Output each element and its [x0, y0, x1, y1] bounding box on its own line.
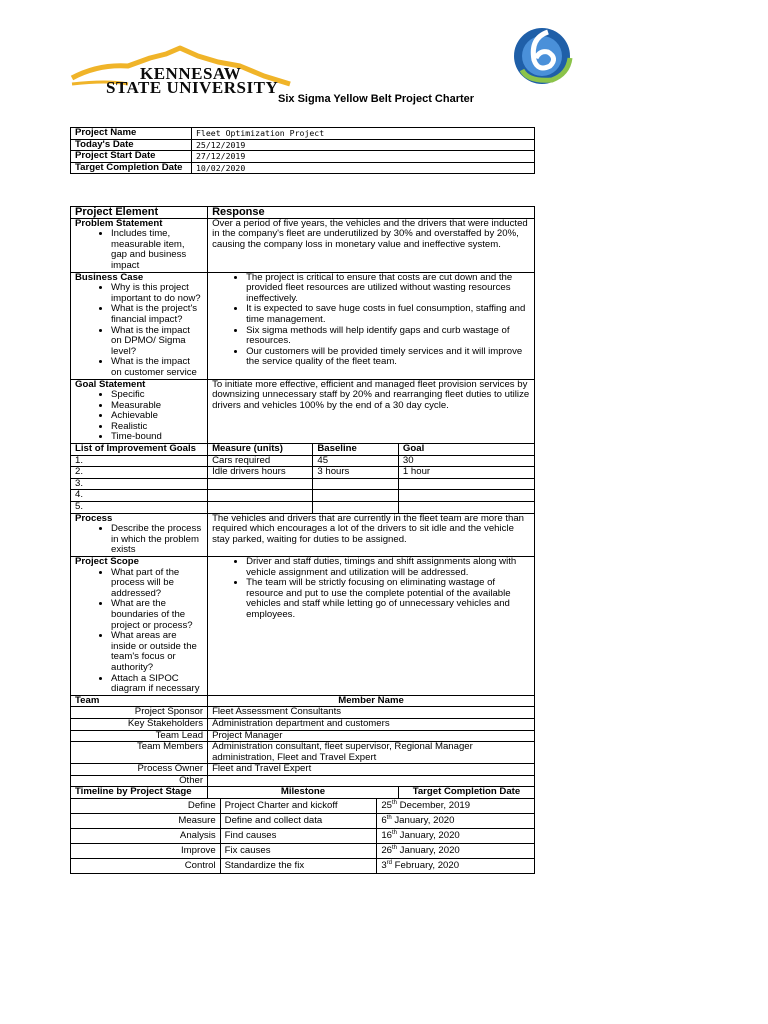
goal-statement-title: Goal Statement	[75, 378, 146, 390]
info-value: 10/02/2020	[192, 162, 535, 174]
info-row	[71, 162, 535, 174]
timeline-stage: Analysis	[71, 829, 221, 844]
improvement-measure	[208, 490, 313, 502]
team-member	[208, 775, 535, 787]
team-row	[71, 707, 535, 719]
scope-bullet: • What part of the process will be addressed?	[111, 568, 203, 600]
team-row	[71, 718, 535, 730]
timeline-date	[377, 829, 535, 844]
info-label: Today's Date	[71, 139, 192, 151]
improvement-row	[71, 502, 535, 514]
process-row	[71, 513, 535, 556]
project-scope-row	[71, 557, 535, 696]
scope-response-item: • Driver and staff duties, timings and shift assignments along with vehicle assignment and utilization will be addressed.	[246, 557, 530, 578]
problem-statement-row	[71, 218, 535, 272]
project-scope-response	[208, 557, 535, 696]
improvement-measure	[208, 478, 313, 490]
goal-header: Goal	[398, 444, 534, 456]
date-day: 25	[381, 799, 392, 811]
improvement-number: 3.	[71, 478, 208, 490]
date-suffix: th	[392, 844, 398, 851]
info-row	[71, 128, 535, 140]
scope-bullet: • Attach a SIPOC diagram if necessary	[111, 674, 203, 695]
date-rest: January, 2020	[391, 814, 455, 826]
business-response-item: • Our customers will be provided timely services and it will improve the service quality of the fleet team.	[246, 347, 530, 368]
info-value: 25/12/2019	[192, 139, 535, 151]
timeline-date	[377, 859, 535, 874]
info-value: 27/12/2019	[192, 151, 535, 163]
improvement-baseline	[313, 502, 399, 514]
timeline-table	[70, 798, 535, 874]
baseline-header: Baseline	[313, 444, 399, 456]
team-row	[71, 742, 535, 764]
process-element	[71, 513, 208, 556]
business-case-element	[71, 272, 208, 379]
improvement-baseline: 3 hours	[313, 467, 399, 479]
improvement-baseline	[313, 478, 399, 490]
improvement-goals-header-row	[71, 444, 535, 456]
info-value: Fleet Optimization Project	[192, 128, 535, 140]
scope-bullet: • What are the boundaries of the project or process?	[111, 599, 203, 631]
improvement-number: 5.	[71, 502, 208, 514]
process-bullet: • Describe the process in which the problem exists	[111, 524, 203, 556]
team-role: Project Sponsor	[71, 707, 208, 719]
improvement-goal	[398, 478, 534, 490]
improvement-baseline	[313, 490, 399, 502]
scope-response-item: • The team will be strictly focusing on eliminating wastage of resource and put to use the complete potential of the available vehicles and staff while letting go of unnecessary vehicles and employees.	[246, 578, 530, 620]
timeline-title: Timeline by Project Stage	[71, 787, 208, 799]
improvement-goal: 30	[398, 455, 534, 467]
improvement-goal: 1 hour	[398, 467, 534, 479]
date-suffix: th	[386, 814, 392, 821]
milestone-header: Milestone	[208, 787, 399, 799]
improvement-measure: Cars required	[208, 455, 313, 467]
improvement-goal	[398, 502, 534, 514]
date-suffix: rd	[386, 859, 393, 866]
info-label: Project Name	[71, 128, 192, 140]
team-role: Team Lead	[71, 730, 208, 742]
team-role: Team Members	[71, 742, 208, 764]
goal-bullet: • Measurable	[111, 401, 203, 412]
improvement-goals-title: List of Improvement Goals	[71, 444, 208, 456]
timeline-milestone: Define and collect data	[220, 814, 377, 829]
team-row	[71, 730, 535, 742]
charter-table	[70, 206, 535, 799]
project-info-table	[70, 127, 535, 174]
response-header: Response	[208, 207, 535, 219]
goal-bullet: • Realistic	[111, 422, 203, 433]
timeline-stage: Measure	[71, 814, 221, 829]
timeline-stage: Control	[71, 859, 221, 874]
improvement-baseline: 45	[313, 455, 399, 467]
document-title: Six Sigma Yellow Belt Project Charter	[278, 93, 475, 105]
date-day: 6	[381, 814, 387, 826]
charter-header-row	[71, 207, 535, 219]
team-member: Fleet and Travel Expert	[208, 764, 535, 776]
business-bullet: • What is the impact on customer service	[111, 357, 203, 378]
project-scope-title: Project Scope	[75, 556, 139, 567]
team-header-row	[71, 695, 535, 707]
improvement-number: 1.	[71, 455, 208, 467]
date-rest: January, 2020	[397, 829, 460, 841]
team-role: Other	[71, 775, 208, 787]
date-suffix: th	[392, 829, 398, 836]
date-suffix: th	[392, 799, 398, 806]
info-row	[71, 139, 535, 151]
date-rest: January, 2020	[397, 844, 460, 856]
timeline-date	[377, 814, 535, 829]
project-scope-element	[71, 557, 208, 696]
timeline-date	[377, 799, 535, 814]
improvement-row	[71, 467, 535, 479]
timeline-stage: Define	[71, 799, 221, 814]
timeline-milestone: Find causes	[220, 829, 377, 844]
team-member: Project Manager	[208, 730, 535, 742]
improvement-number: 4.	[71, 490, 208, 502]
problem-bullet: • Includes time, measurable item, gap and business impact	[111, 229, 203, 271]
timeline-milestone: Standardize the fix	[220, 859, 377, 874]
improvement-measure	[208, 502, 313, 514]
team-title: Team	[71, 695, 208, 707]
date-day: 16	[381, 829, 392, 841]
team-role: Process Owner	[71, 764, 208, 776]
date-rest: February, 2020	[392, 859, 460, 871]
timeline-date	[377, 844, 535, 859]
business-case-response	[208, 272, 535, 379]
goal-bullet: • Time-bound	[111, 432, 203, 443]
business-case-row	[71, 272, 535, 379]
timeline-milestone: Project Charter and kickoff	[220, 799, 377, 814]
date-day: 3	[381, 859, 387, 871]
goal-statement-row	[71, 379, 535, 444]
improvement-goal	[398, 490, 534, 502]
business-response-item: • The project is critical to ensure that costs are cut down and the provided fleet resources are utilized without wasting resources ineffectively.	[246, 273, 530, 305]
goal-bullet: • Achievable	[111, 411, 203, 422]
six-sigma-logo	[508, 22, 576, 88]
info-label: Project Start Date	[71, 151, 192, 163]
improvement-row	[71, 490, 535, 502]
business-bullet: • Why is this project important to do now?	[111, 283, 203, 304]
team-row	[71, 775, 535, 787]
business-response-item: • It is expected to save huge costs in fuel consumption, staffing and time management.	[246, 304, 530, 325]
problem-statement-response: Over a period of five years, the vehicles and the drivers that were inducted in the company's fleet are underutilized by 30% and overstaffed by 20%, causing the company loss in monetary value and ineffective system.	[208, 218, 535, 272]
date-rest: December, 2019	[397, 799, 471, 811]
improvement-row	[71, 478, 535, 490]
business-response-item: • Six sigma methods will help identify gaps and curb wastage of resources.	[246, 326, 530, 347]
university-name-line1: KENNESAW	[140, 64, 242, 83]
team-member: Administration department and customers	[208, 718, 535, 730]
university-name-line2: STATE UNIVERSITY	[106, 78, 279, 97]
info-row	[71, 151, 535, 163]
problem-statement-element	[71, 218, 208, 272]
business-bullet: • What is the impact on DPMO/ Sigma level?	[111, 326, 203, 358]
date-day: 26	[381, 844, 392, 856]
improvement-number: 2.	[71, 467, 208, 479]
target-date-header: Target Completion Date	[398, 787, 534, 799]
goal-statement-response: To initiate more effective, efficient and managed fleet provision services by downsizing unnecessary staff by 20% and rearranging fleet duties to utilize drivers and vehicles 100% by the end of a 30 day cycle.	[208, 379, 535, 444]
business-bullet: • What is the project's financial impact?	[111, 304, 203, 325]
problem-statement-title: Problem Statement	[75, 217, 163, 229]
business-case-title: Business Case	[75, 271, 144, 283]
timeline-row	[71, 814, 535, 829]
scope-bullet: • What areas are inside or outside the team's focus or authority?	[111, 631, 203, 673]
info-label: Target Completion Date	[71, 162, 192, 174]
process-response: The vehicles and drivers that are currently in the fleet team are more than required which encourages a lot of the drivers to sit idle and the vehicle stay parked, waiting for duties to be assigned.	[208, 513, 535, 556]
goal-bullet: • Specific	[111, 390, 203, 401]
project-element-header: Project Element	[71, 207, 208, 219]
measure-header: Measure (units)	[208, 444, 313, 456]
team-member: Administration consultant, fleet supervisor, Regional Manager administration, Fleet and Travel Expert	[208, 742, 535, 764]
timeline-row	[71, 844, 535, 859]
timeline-row	[71, 799, 535, 814]
member-name-header: Member Name	[208, 695, 535, 707]
process-title: Process	[75, 512, 113, 524]
team-role: Key Stakeholders	[71, 718, 208, 730]
improvement-row	[71, 455, 535, 467]
goal-statement-element	[71, 379, 208, 444]
timeline-milestone: Fix causes	[220, 844, 377, 859]
timeline-stage: Improve	[71, 844, 221, 859]
team-member: Fleet Assessment Consultants	[208, 707, 535, 719]
timeline-row	[71, 829, 535, 844]
timeline-header-row	[71, 787, 535, 799]
improvement-measure: Idle drivers hours	[208, 467, 313, 479]
team-row	[71, 764, 535, 776]
timeline-row	[71, 859, 535, 874]
